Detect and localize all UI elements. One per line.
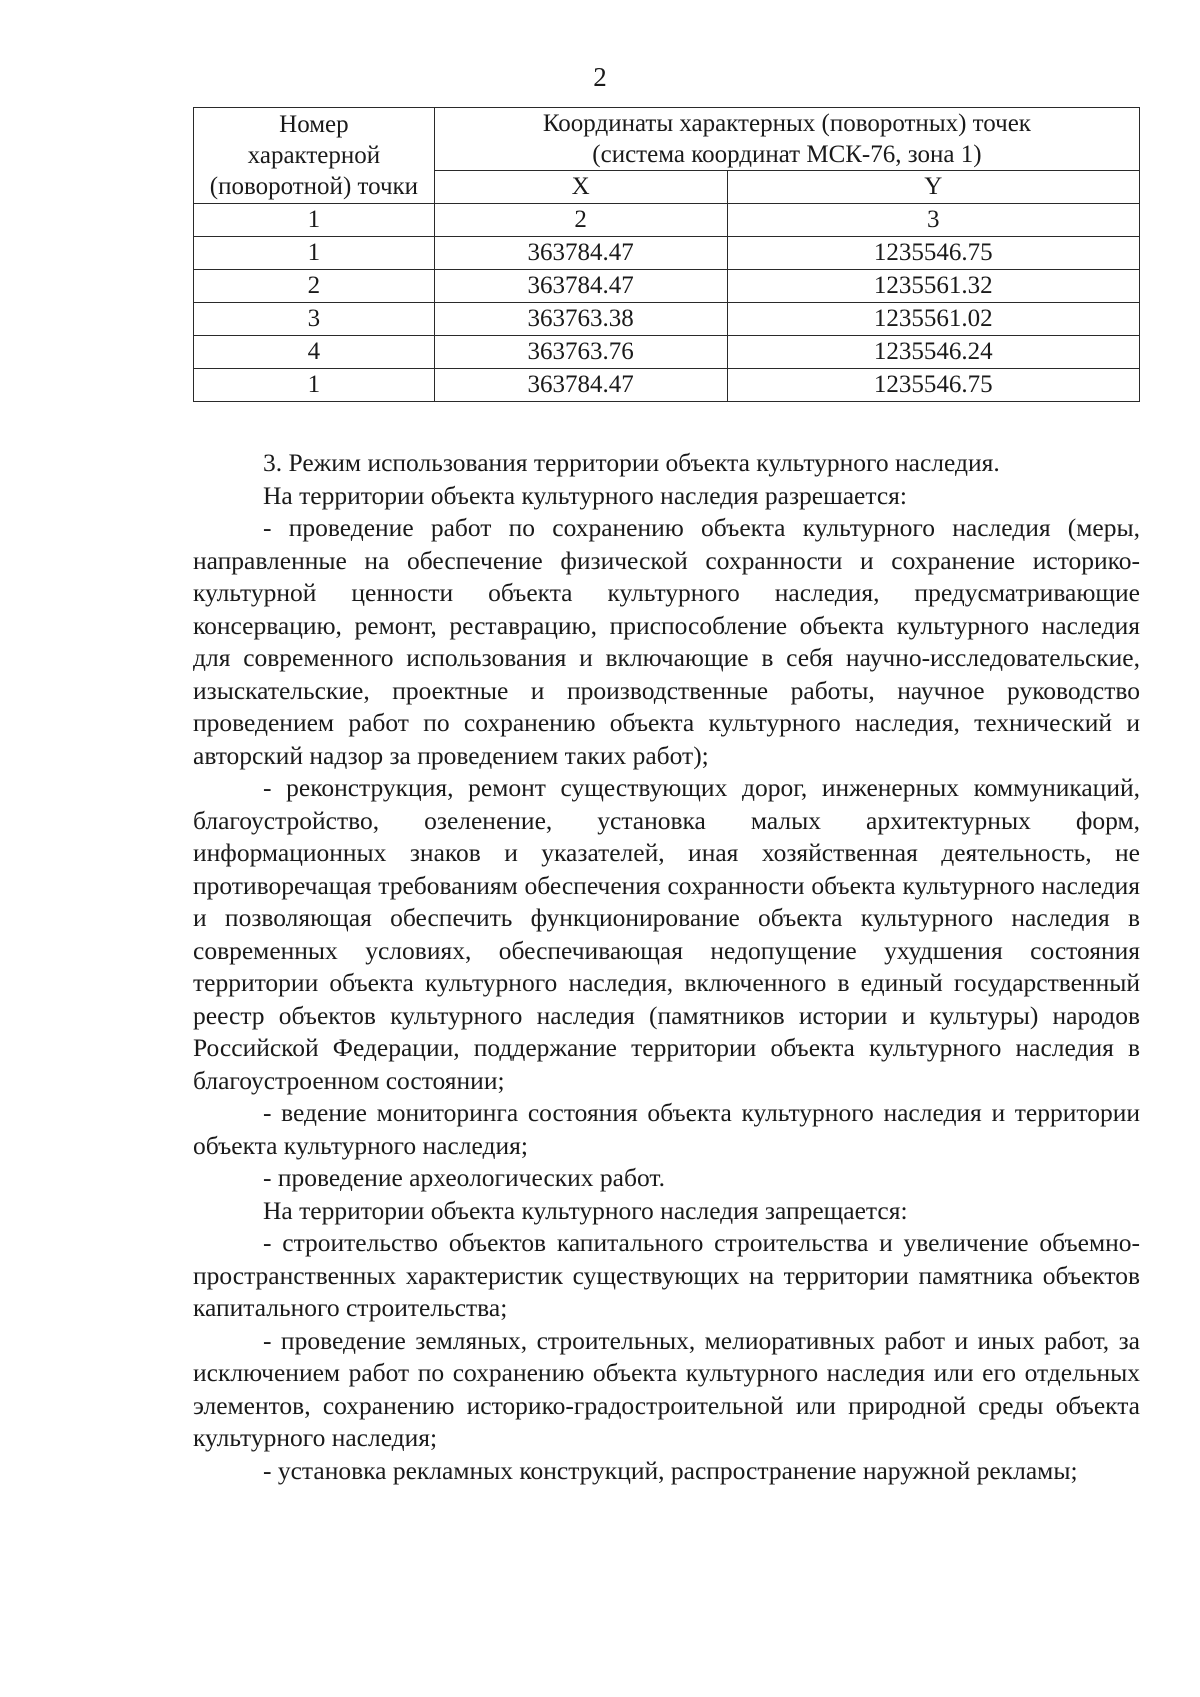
header-y: Y — [727, 171, 1140, 204]
coord-x: 363784.47 — [434, 369, 727, 402]
column-number: 1 — [194, 204, 435, 237]
table-row — [194, 270, 1140, 303]
header-coordinates — [434, 108, 1139, 171]
column-number: 2 — [434, 204, 727, 237]
paragraph: - строительство объектов капитального строительства и увеличение объемно-пространственных характеристик существующих на территории памятника объектов капитального строительства; — [193, 1228, 1140, 1322]
coord-y: 1235561.02 — [727, 303, 1140, 336]
coordinates-table — [193, 107, 1140, 402]
section-heading: 3. Режим использования территории объекта культурного наследия. — [263, 448, 1000, 477]
column-number: 3 — [727, 204, 1140, 237]
header-x: X — [434, 171, 727, 204]
point-number: 4 — [194, 336, 435, 369]
header-point-number-line: характерной — [247, 142, 381, 169]
coord-y: 1235546.75 — [727, 369, 1140, 402]
header-point-number — [194, 108, 435, 204]
header-point-number-line: (поворотной) точки — [209, 173, 419, 200]
coord-x: 363784.47 — [434, 270, 727, 303]
header-coordinates-line: (система координат МСК-76, зона 1) — [592, 141, 982, 168]
document-body — [193, 447, 1140, 1487]
paragraph: - проведение работ по сохранению объекта культурного наследия (меры, направленные на обеспечение физической сохранности и сохранение историко-культурной ценности объекта культурного наследия, предусматривающие консервацию, ремонт, реставрацию, приспособление объекта культурного наследия для современного использования и включающие в себя научно-исследовательские, изыскательские, проектные и производственные работы, научное руководство проведением работ по сохранению объекта культурного наследия, технический и авторский надзор за проведением таких работ); — [193, 513, 1140, 770]
table-row — [194, 369, 1140, 402]
header-point-number-line: Номер — [279, 111, 349, 138]
point-number: 3 — [194, 303, 435, 336]
paragraph: - ведение мониторинга состояния объекта культурного наследия и территории объекта культурного наследия; — [193, 1098, 1140, 1160]
coord-x: 363784.47 — [434, 237, 727, 270]
point-number: 2 — [194, 270, 435, 303]
header-coordinates-line: Координаты характерных (поворотных) точек — [542, 110, 1031, 137]
paragraph: На территории объекта культурного наследия разрешается: — [263, 480, 907, 510]
point-number: 1 — [194, 369, 435, 402]
paragraph: - проведение археологических работ. — [263, 1163, 665, 1192]
coord-y: 1235561.32 — [727, 270, 1140, 303]
paragraph: - реконструкция, ремонт существующих дорог, инженерных коммуникаций, благоустройство, озеленение, установка малых архитектурных форм, информационных знаков и указателей, иная хозяйственная деятельность, не противоречащая требованиям обеспечения сохранности объекта культурного наследия и позволяющая обеспечить функционирование объекта культурного наследия в современных условиях, обеспечивающая недопущение ухудшения состояния территории объекта культурного наследия, включенного в единый государственный реестр объектов культурного наследия (памятников истории и культуры) народов Российской Федерации, поддержание территории объекта культурного наследия в благоустроенном состоянии; — [193, 773, 1140, 1095]
paragraph: - проведение земляных, строительных, мелиоративных работ и иных работ, за исключением работ по сохранению объекта культурного наследия или его отдельных элементов, сохранению историко-градостроительной или природной среды объекта культурного наследия; — [193, 1325, 1140, 1452]
coord-y: 1235546.24 — [727, 336, 1140, 369]
table-column-number-row — [194, 204, 1140, 237]
paragraph: - установка рекламных конструкций, распространение наружной рекламы; — [263, 1455, 1078, 1485]
page-number: 2 — [593, 62, 607, 92]
point-number: 1 — [194, 237, 435, 270]
coord-y: 1235546.75 — [727, 237, 1140, 270]
table-header-row — [194, 108, 1140, 171]
table-row — [194, 303, 1140, 336]
coord-x: 363763.76 — [434, 336, 727, 369]
table-row — [194, 336, 1140, 369]
table-row — [194, 237, 1140, 270]
paragraph: На территории объекта культурного наследия запрещается: — [263, 1195, 908, 1225]
coord-x: 363763.38 — [434, 303, 727, 336]
